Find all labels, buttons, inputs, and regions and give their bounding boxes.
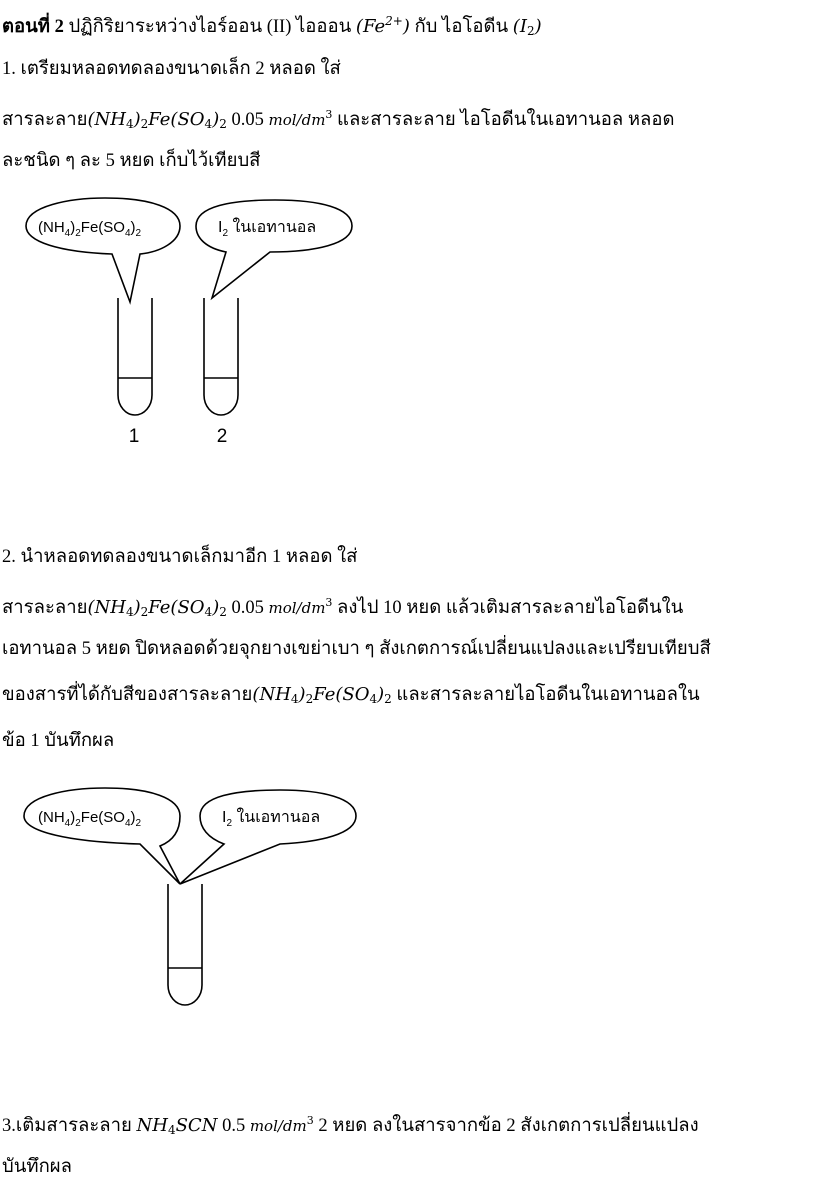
step2-line1: 2. นำหลอดทดลองขนาดเล็กมาอีก 1 หลอด ใส่ [2, 547, 358, 567]
section-heading [2, 8, 542, 44]
heading-label: ตอนที่ 2 [2, 17, 64, 37]
step2-line4: ของสารที่ได้กับสีของสารละลาย$(NH_4)_2Fe(SO_4)_2$ และสารละลายไอโอดีนในเอทานอลใน [2, 684, 700, 706]
ion-formula: $(Fe^{2+})$ [355, 14, 410, 37]
unit-mol-dm3: mol/$dm^3$ [249, 1114, 314, 1135]
step1-line1: 1. เตรียมหลอดทดลองขนาดเล็ก 2 หลอด ใส่ [2, 59, 341, 79]
step2-line5: ข้อ 1 บันทึกผล [2, 731, 115, 751]
ammonium-iron-sulfate-formula: $(NH_4)_2Fe(SO_4)_2$ [87, 597, 227, 619]
speech-bubble-2 [180, 790, 356, 884]
bubble2-label: $I_2$ ในเอทานอล [218, 219, 317, 239]
ammonium-iron-sulfate-formula: $(NH_4)_2Fe(SO_4)_2$ [87, 109, 227, 131]
bubble1-label: $(NH_4)_2Fe(SO_4)_2$ [38, 809, 142, 829]
unit-mol-dm3: mol/$dm^3$ [268, 108, 333, 129]
step2-line3: เอทานอล 5 หยด ปิดหลอดด้วยจุกยางเขย่าเบา ๆ สังเกตการณ์เปลี่ยนแปลงและเปรียบเทียบสี [2, 639, 711, 659]
step1-line2: สารละลาย$(NH_4)_2Fe(SO_4)_2$ 0.05 mol/$dm^3$ และสารละลาย ไอโอดีนในเอทานอล หลอด [2, 108, 675, 131]
bubble2-label: $I_2$ ในเอทานอล [222, 809, 321, 829]
ammonium-thiocyanate-formula: $NH_4SCN$ [136, 1115, 218, 1137]
heading-text: ปฏิกิริยาระหว่างไอร์ออน (II) ไอออน [68, 17, 352, 37]
test-tube [168, 884, 202, 1005]
figure-two-test-tubes [0, 190, 420, 460]
speech-bubble-2 [196, 200, 352, 298]
iodine-formula: $(I_2)$ [512, 16, 542, 38]
speech-bubble-1 [24, 788, 180, 884]
step1-line3: ละชนิด ๆ ละ 5 หยด เก็บไว้เทียบสี [2, 151, 261, 171]
speech-bubble-1 [26, 198, 180, 302]
unit-mol-dm3: mol/$dm^3$ [268, 596, 333, 617]
bubble1-label: $(NH_4)_2Fe(SO_4)_2$ [38, 219, 142, 239]
step2-line2: สารละลาย$(NH_4)_2Fe(SO_4)_2$ 0.05 mol/$dm^3$ ลงไป 10 หยด แล้วเติมสารละลายไอโอดีนใน [2, 596, 684, 619]
heading-text-2: กับ ไอโอดีน [414, 17, 509, 37]
step3-line2: บันทึกผล [2, 1157, 72, 1177]
step3-line1: 3.เติมสารละลาย $NH_4SCN$ 0.5 mol/$dm^3$ 2 หยด ลงในสารจากข้อ 2 สังเกตการเปลี่ยนแปลง [2, 1114, 699, 1137]
test-tube-1 [118, 298, 152, 415]
figure-one-test-tube [0, 780, 420, 1020]
test-tube-2 [204, 298, 238, 415]
tube1-label: 1 [128, 426, 140, 447]
ammonium-iron-sulfate-formula: $(NH_4)_2Fe(SO_4)_2$ [252, 684, 392, 706]
tube2-label: 2 [216, 426, 228, 447]
